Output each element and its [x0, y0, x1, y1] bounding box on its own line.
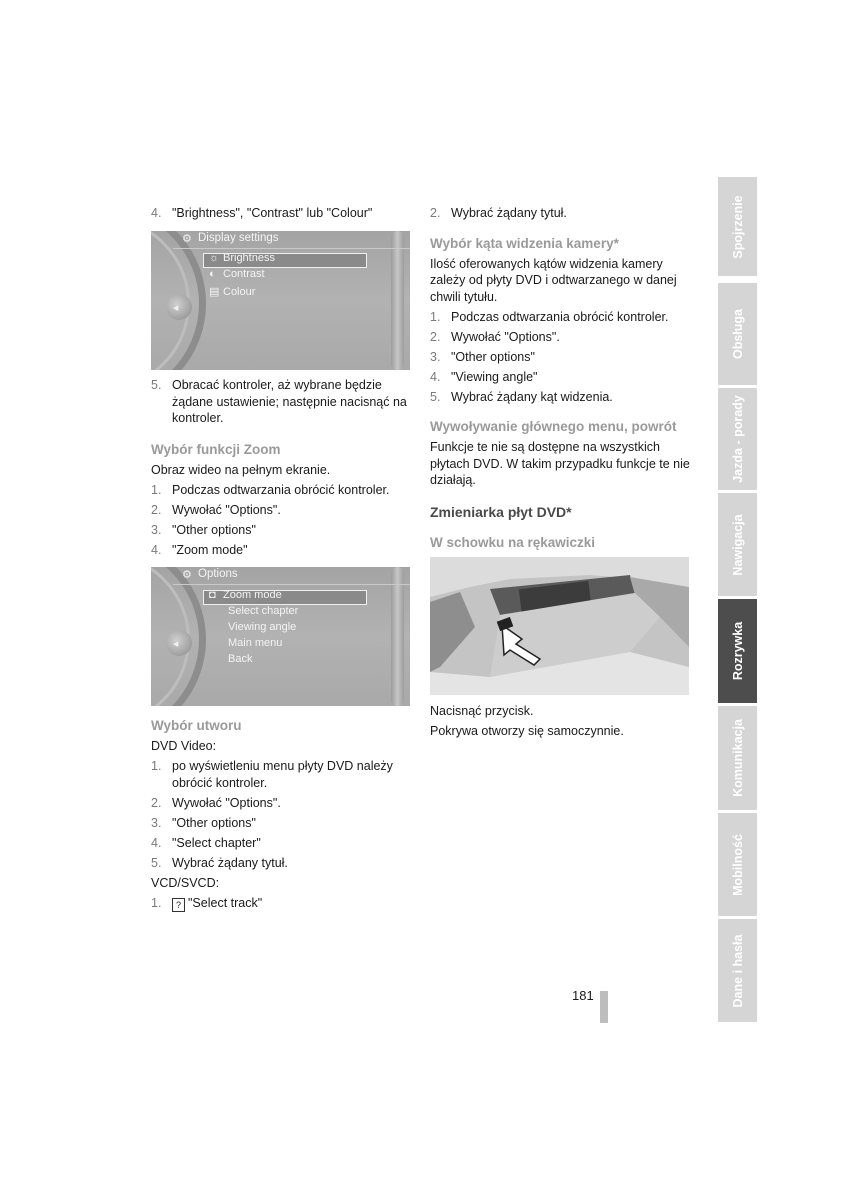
- step-number: 4.: [151, 542, 162, 557]
- options-screen: [151, 567, 410, 706]
- step-text: "Brightness", "Contrast" lub "Colour": [172, 206, 373, 220]
- list-item: [151, 502, 413, 519]
- divider: [173, 584, 410, 585]
- display-settings-screen: [151, 231, 410, 370]
- tab-label: Komunikacja: [730, 719, 745, 797]
- step-text: Wybrać żądany tytuł.: [172, 855, 288, 870]
- divider: [173, 248, 410, 249]
- tab-label: Nawigacja: [730, 513, 745, 576]
- list-item: [151, 482, 413, 499]
- controller-knob: [166, 630, 192, 656]
- step-text: "Other options": [172, 815, 256, 830]
- list-item: [430, 349, 692, 366]
- step-text: Wywołać "Options".: [172, 502, 281, 517]
- track-steps: [151, 758, 413, 871]
- tab-komunikacja[interactable]: [718, 706, 757, 810]
- step-text: Wywołać "Options".: [451, 329, 560, 344]
- tab-label: Jazda - porady: [730, 395, 745, 483]
- step-number: 3.: [430, 349, 441, 364]
- left-column-track: [151, 717, 413, 912]
- tab-label: Dane i hasła: [730, 934, 745, 1007]
- list-item: [151, 795, 413, 812]
- menu-item-main-menu[interactable]: Main menu: [228, 637, 283, 649]
- scrollbar: [391, 567, 404, 706]
- step-number: 5.: [430, 389, 441, 404]
- menu-item-colour[interactable]: [209, 285, 255, 298]
- list-item: [430, 389, 692, 406]
- step-number: 2.: [151, 502, 162, 517]
- right-column-lower: [430, 703, 692, 740]
- step-number: 2.: [151, 795, 162, 810]
- step-text: Obracać kontroler, aż wybrane będzie żądane ustawienie; następnie nacisnąć na kontroler.: [172, 378, 407, 425]
- list-item: [430, 329, 692, 346]
- step-number: 4.: [151, 206, 162, 220]
- step-number: 5.: [151, 378, 162, 392]
- left-column: [151, 205, 413, 222]
- contrast-icon: ◐: [209, 268, 216, 280]
- page-number: 181: [572, 988, 594, 1003]
- step-number: 4.: [430, 369, 441, 384]
- paragraph: Pokrywa otworzy się samoczynnie.: [430, 724, 624, 738]
- step-text: Wybrać żądany kąt widzenia.: [451, 389, 613, 404]
- step-text: Wywołać "Options".: [172, 795, 281, 810]
- section-heading: Wybór kąta widzenia kamery*: [430, 235, 619, 251]
- arrow-left-icon: ◀: [173, 305, 179, 312]
- step-number: 3.: [151, 815, 162, 830]
- scrollbar: [391, 231, 404, 370]
- paragraph: Funkcje te nie są dostępne na wszystkich płytach DVD. W takim przypadku funkcje te nie działają.: [430, 440, 690, 487]
- section-heading: Wybór funkcji Zoom: [151, 441, 281, 457]
- right-column: [430, 205, 692, 552]
- menu-item-back[interactable]: Back: [228, 653, 253, 665]
- colour-icon: ▤: [209, 286, 220, 298]
- step-number: 4.: [151, 835, 162, 850]
- list-item: [151, 522, 413, 539]
- tab-label: Spojrzenie: [730, 194, 745, 259]
- screen-title: Display settings: [198, 232, 279, 244]
- step-text: "Select track": [188, 895, 263, 910]
- menu-item-contrast[interactable]: [209, 268, 265, 280]
- glovebox-photo: [430, 557, 689, 695]
- controller-knob: [166, 294, 192, 320]
- tab-dane-i-hasla[interactable]: [718, 919, 757, 1022]
- section-heading: Wybór utworu: [151, 718, 242, 733]
- paragraph: VCD/SVCD:: [151, 875, 220, 890]
- glovebox-illustration: [430, 557, 689, 695]
- list-item: [151, 895, 413, 912]
- step-number: 1.: [151, 482, 162, 497]
- menu-item-label: Zoom mode: [223, 589, 282, 601]
- paragraph: Obraz wideo na pełnym ekranie.: [151, 462, 331, 477]
- menu-item-label: Colour: [223, 286, 256, 298]
- tab-label: Rozrywka: [730, 621, 745, 681]
- tab-nawigacja[interactable]: [718, 493, 757, 596]
- tab-label: Mobilność: [730, 833, 745, 896]
- brightness-icon: ☼: [209, 252, 220, 264]
- paragraph: Nacisnąć przycisk.: [430, 704, 534, 718]
- step-text: Podczas odtwarzania obrócić kontroler.: [451, 309, 669, 324]
- tab-obsluga[interactable]: [718, 283, 757, 385]
- list-item: [151, 855, 413, 872]
- step-number: 3.: [151, 522, 162, 537]
- list-item: [151, 542, 413, 559]
- menu-item-label: Contrast: [223, 268, 265, 280]
- list-item: [151, 377, 413, 427]
- step-text: "Select chapter": [172, 835, 261, 850]
- tab-rozrywka[interactable]: [718, 599, 757, 703]
- step-text: "Zoom mode": [172, 542, 248, 557]
- section-heading: W schowku na rękawiczki: [430, 534, 596, 550]
- step-number: 1.: [151, 895, 162, 910]
- help-key-icon: ?: [172, 898, 185, 912]
- list-item: [151, 815, 413, 832]
- menu-item-zoom-mode[interactable]: [209, 589, 282, 601]
- tab-jazda-porady[interactable]: [718, 388, 757, 490]
- menu-item-brightness[interactable]: [209, 252, 275, 264]
- step-number: 2.: [430, 206, 441, 220]
- step-text: "Other options": [172, 522, 256, 537]
- tab-spojrzenie[interactable]: [718, 177, 757, 276]
- step-number: 5.: [151, 855, 162, 870]
- step-text: Wybrać żądany tytuł.: [451, 206, 567, 220]
- step-text: "Other options": [451, 349, 535, 364]
- step-number: 1.: [151, 759, 162, 773]
- options-icon: ⚙: [182, 569, 192, 581]
- paragraph: DVD Video:: [151, 739, 217, 753]
- paragraph: Ilość oferowanych kątów widzenia kamery zależy od płyty DVD i odtwarzanego w danej chwili tytułu.: [430, 256, 677, 304]
- step-text: Podczas odtwarzania obrócić kontroler.: [172, 482, 390, 497]
- tab-mobilnosc[interactable]: [718, 813, 757, 916]
- zoom-icon: ◘: [209, 589, 216, 601]
- arrow-left-icon: ◀: [173, 641, 179, 648]
- step-text: "Viewing angle": [451, 369, 538, 384]
- zoom-steps: [151, 482, 413, 559]
- settings-icon: ⚙: [182, 233, 192, 245]
- menu-item-viewing-angle[interactable]: Viewing angle: [228, 621, 297, 633]
- section-heading: Zmieniarka płyt DVD*: [430, 503, 572, 520]
- screen-title: Options: [198, 568, 238, 580]
- list-item: [430, 309, 692, 326]
- menu-item-select-chapter[interactable]: Select chapter: [228, 605, 299, 617]
- list-item: [430, 205, 692, 222]
- page-number-bar: [600, 991, 608, 1023]
- angle-steps: [430, 309, 692, 406]
- list-item: [151, 835, 413, 852]
- step-number: 2.: [430, 329, 441, 344]
- list-item: [430, 369, 692, 386]
- step-text: po wyświetleniu menu płyty DVD należy obrócić kontroler.: [172, 759, 393, 790]
- left-column-lower: [151, 377, 413, 558]
- section-heading: Wywoływanie głównego menu, powrót: [430, 419, 677, 434]
- list-item: [151, 205, 413, 222]
- tab-label: Obsługa: [730, 308, 745, 360]
- step-number: 1.: [430, 309, 441, 324]
- menu-item-label: Brightness: [223, 252, 275, 264]
- list-item: [151, 758, 413, 791]
